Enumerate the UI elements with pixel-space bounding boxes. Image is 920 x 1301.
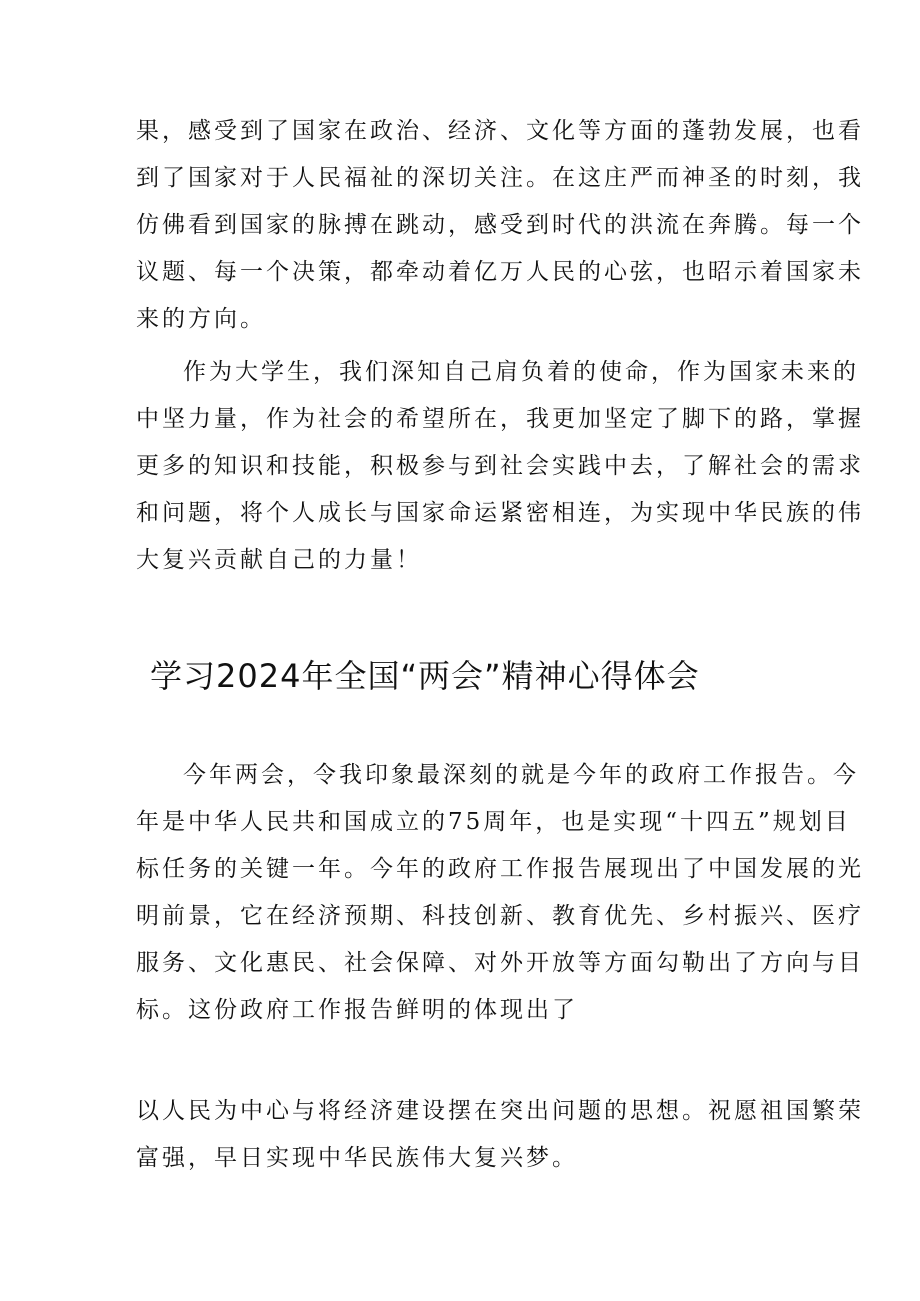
text-line: 作为大学生，我们深知自己肩负着的使命，作为国家未来的 bbox=[183, 359, 859, 385]
text-line: 明前景，它在经济预期、科技创新、教育优先、乡村振兴、医疗 bbox=[136, 903, 864, 929]
text-line: 和问题，将个人成长与国家命运紧密相连，为实现中华民族的伟 bbox=[136, 500, 864, 526]
text-line: 大复兴贡献自己的力量！ bbox=[136, 547, 422, 573]
text-line: 标任务的关键一年。今年的政府工作报告展现出了中国发展的光 bbox=[136, 856, 864, 882]
text-line: 年是中华人民共和国成立的75周年，也是实现“十四五”规划目 bbox=[136, 809, 851, 835]
text-line: 到了国家对于人民福祉的深切关注。在这庄严而神圣的时刻，我 bbox=[136, 165, 864, 191]
text-line: 来的方向。 bbox=[136, 306, 266, 332]
text-line: 仿佛看到国家的脉搏在跳动，感受到时代的洪流在奔腾。每一个 bbox=[136, 212, 864, 238]
text-line: 中坚力量，作为社会的希望所在，我更加坚定了脚下的路，掌握 bbox=[136, 406, 864, 432]
text-line: 富强，早日实现中华民族伟大复兴梦。 bbox=[136, 1145, 578, 1171]
text-line: 服务、文化惠民、社会保障、对外开放等方面勾勒出了方向与目 bbox=[136, 950, 864, 976]
text-line: 以人民为中心与将经济建设摆在突出问题的思想。祝愿祖国繁荣 bbox=[136, 1098, 864, 1124]
text-line: 议题、每一个决策，都牵动着亿万人民的心弦，也昭示着国家未 bbox=[136, 259, 864, 285]
text-line: 更多的知识和技能，积极参与到社会实践中去，了解社会的需求 bbox=[136, 453, 864, 479]
text-line: 果，感受到了国家在政治、经济、文化等方面的蓬勃发展，也看 bbox=[136, 118, 864, 144]
text-line: 标。这份政府工作报告鲜明的体现出了 bbox=[136, 997, 578, 1023]
text-line: 今年两会，令我印象最深刻的就是今年的政府工作报告。今 bbox=[183, 762, 859, 788]
section-title: 学习2024年全国“两会”精神心得体会 bbox=[150, 657, 700, 695]
